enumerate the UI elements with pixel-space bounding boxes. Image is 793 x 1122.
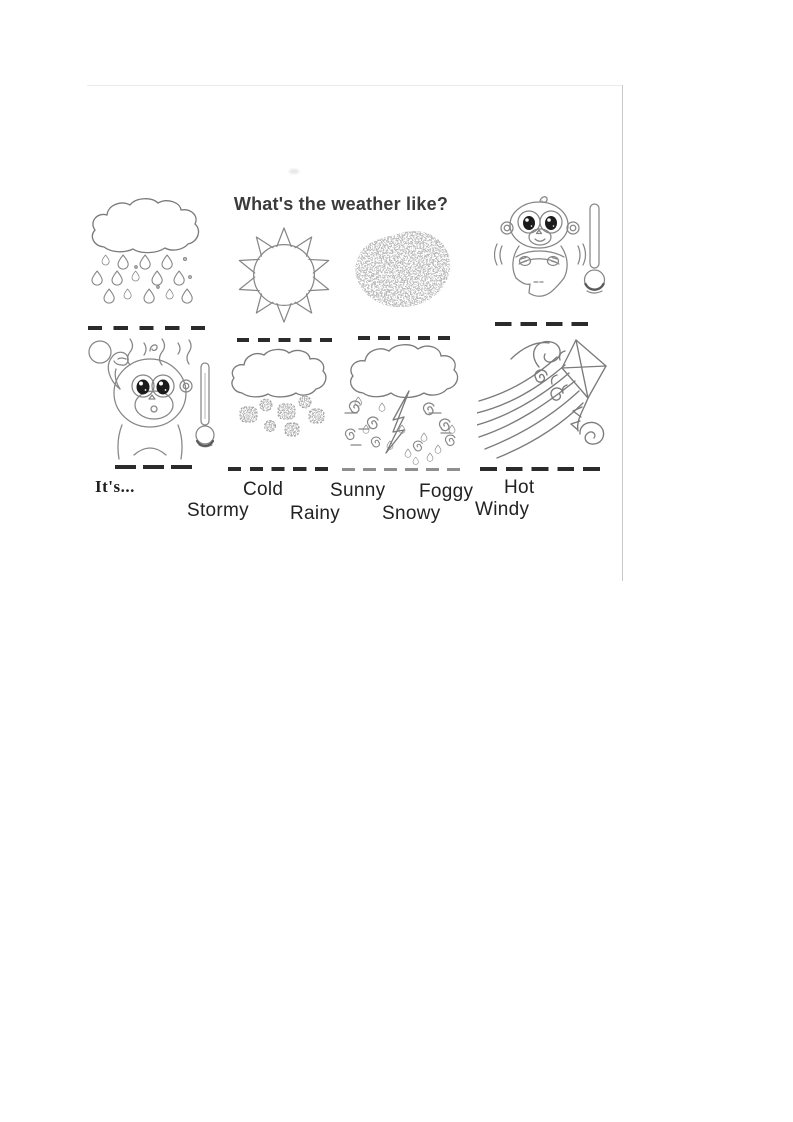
word-sunny: Sunny	[330, 480, 386, 501]
answer-blank-windy	[480, 467, 600, 471]
word-windy: Windy	[475, 499, 530, 520]
answer-blank-snowy	[228, 467, 328, 471]
windy-icon	[477, 335, 613, 461]
scan-smudge	[289, 169, 299, 174]
word-foggy: Foggy	[419, 481, 474, 502]
answer-blank-cold	[495, 322, 588, 326]
prompt-label: It's...	[95, 477, 135, 496]
hot-icon	[86, 337, 219, 463]
page-top-border	[87, 85, 623, 86]
cold-icon	[494, 194, 608, 322]
word-cold: Cold	[243, 479, 284, 500]
word-snowy: Snowy	[382, 503, 441, 524]
rainy-icon	[88, 197, 206, 319]
page-right-border	[622, 85, 623, 581]
answer-blank-foggy	[358, 336, 450, 340]
foggy-icon	[349, 227, 459, 325]
stormy-icon	[343, 341, 463, 465]
answer-blank-hot	[115, 465, 192, 469]
snowy-icon	[228, 347, 332, 459]
word-rainy: Rainy	[290, 503, 341, 524]
answer-blank-sunny	[237, 338, 332, 342]
sunny-icon	[236, 221, 334, 331]
answer-blank-rainy	[88, 326, 205, 330]
word-stormy: Stormy	[187, 500, 249, 521]
page-title: What's the weather like?	[233, 194, 449, 214]
word-hot: Hot	[504, 477, 535, 498]
answer-blank-stormy	[342, 468, 460, 471]
